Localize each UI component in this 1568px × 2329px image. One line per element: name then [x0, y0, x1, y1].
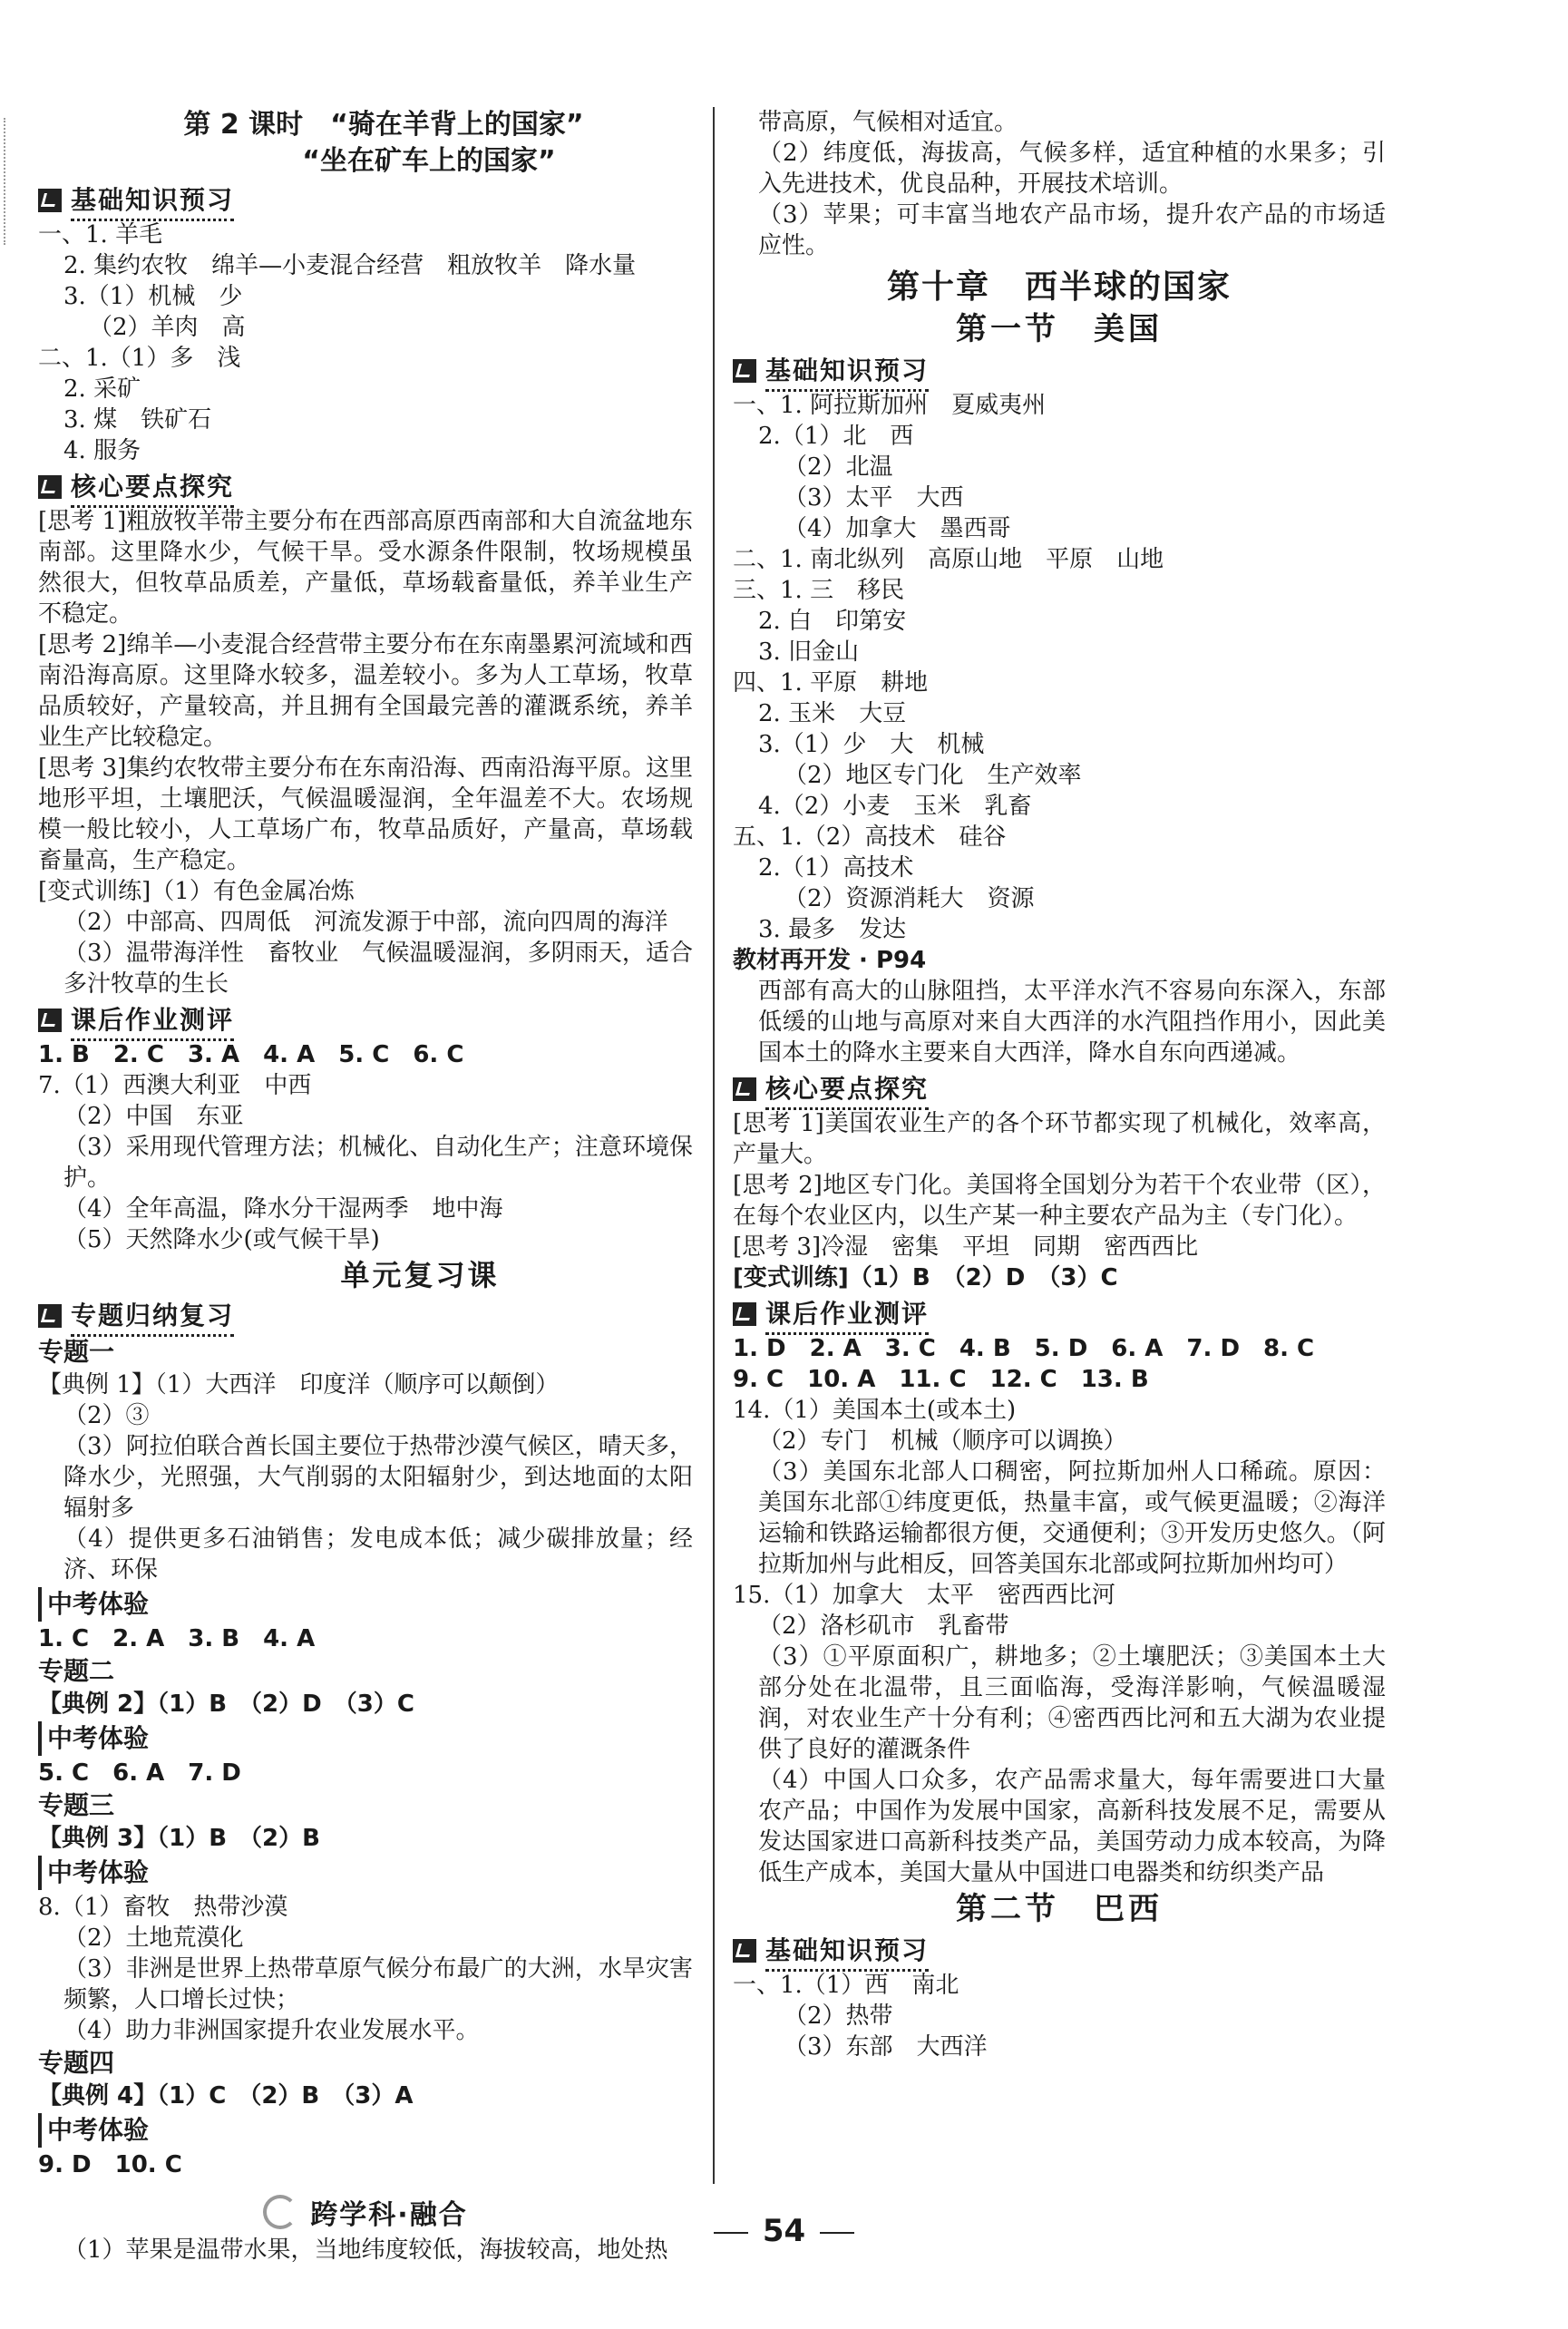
answer-line: 3. 最多 发达 [758, 916, 907, 943]
section-header-basic [733, 1934, 1386, 1968]
answer-line: 2.（1）北 西 [758, 423, 914, 450]
example-line: 【典例 1】（1）大西洋 印度洋（顺序可以颠倒） [38, 1371, 560, 1398]
textbook-label: 教材再开发 · P94 [733, 947, 927, 974]
answer-line: （3）东部 大西洋 [784, 2033, 988, 2061]
topic-heading: 专题二 [38, 1656, 115, 1686]
section-title: 第一节 美国 [956, 311, 1163, 347]
exam-heading: 中考体验 [38, 1587, 693, 1622]
answer-paragraph: （4）中国人口众多，农产品需求量大，每年需要进口大量农产品；中国作为发展中国家，高新科技发展不足，需要从发达国家进口高新科技类产品，美国劳动力成本较高，为降低生产成本，美国大量从中国进口电器类和纺织类产品 [758, 1767, 1386, 1886]
lesson-title-1: 第 2 课时 “骑在羊背上的国家” [183, 109, 584, 141]
left-column [38, 107, 693, 2266]
answer-line: 2.（1）高技术 [758, 854, 914, 882]
answer-paragraph: （3）美国东北部人口稠密，阿拉斯加州人口稀疏。原因：美国东北部①纬度更低，热量丰富，或气候更温暖；②海洋运输和铁路运输都很方便，交通便利；③开发历史悠久。（阿拉斯加州与此相反，回答美国东北部或阿拉斯加州均可） [758, 1458, 1386, 1578]
section-header-homework [38, 1003, 693, 1038]
section-label: 基础知识预习 [765, 351, 929, 392]
answer-paragraph: （3）苹果；可丰富当地农产品市场，提升农产品的市场适应性。 [758, 201, 1386, 259]
answer-line: 15.（1）加拿大 太平 密西西比河 [733, 1582, 1115, 1609]
unit-title: 单元复习课 [340, 1258, 500, 1292]
answer-paragraph: （3）非洲是世界上热带草原气候分布最广的大洲，水旱灾害频繁，人口增长过快； [63, 1955, 693, 2013]
cross-subject-title: 跨学科·融合 [310, 2199, 468, 2231]
section-header-core [38, 470, 693, 504]
section-label: 课后作业测评 [71, 1000, 234, 1041]
answer-line: 一、1. 羊毛 [38, 221, 163, 248]
answer-line: 带高原，气候相对适宜。 [758, 109, 1018, 136]
answer-line: （1）苹果是温带水果，当地纬度较低，海拔较高，地处热 [63, 2236, 668, 2264]
answer-line: 8.（1）畜牧 热带沙漠 [38, 1894, 288, 1921]
answer-paragraph: [思考 3]集约农牧带主要分布在东南沿海、西南沿海平原。这里地形平坦，土壤肥沃，气候温暖湿润，全年温差不大。农场规模一般比较小，人工草场广布，牧草品质好，产量高，草场载畜量高，生产稳定。 [38, 755, 693, 874]
answer-line: （5）天然降水少(或气候干旱) [63, 1226, 380, 1253]
answer-line: （4）助力非洲国家提升农业发展水平。 [63, 2017, 480, 2044]
answer-paragraph: （4）提供更多石油销售；发电成本低；减少碳排放量；经济、环保 [63, 1525, 693, 1584]
answer-line: 7.（1）西澳大利亚 中西 [38, 1072, 312, 1099]
topic-heading: 专题四 [38, 2048, 115, 2078]
exam-heading: 中考体验 [38, 1721, 693, 1756]
answer-line: 1. C 2. A 3. B 4. A [38, 1625, 316, 1652]
answer-paragraph: [思考 2]绵羊—小麦混合经营带主要分布在东南墨累河流域和西南沿海高原。这里降水较多，温差较小。多为人工草场，牧草品质较好，产量较高，并且拥有全国最完善的灌溉系统，养羊业生产比较稳定。 [38, 631, 693, 751]
answer-line: 4. 服务 [63, 437, 141, 464]
lesson-title-2: “坐在矿车上的国家” [302, 145, 556, 177]
section-label: 基础知识预习 [71, 180, 234, 221]
answer-line: （2）中国 东亚 [63, 1103, 244, 1130]
section-header-homework [733, 1297, 1386, 1331]
answer-paragraph: [思考 1]粗放牧羊带主要分布在西部高原西南部和大自流盆地东南部。这里降水少，气候干旱。受水源条件限制，牧场规模虽然很大，但牧草品质差，产量低，草场载畜量低，养羊业生产不稳定。 [38, 508, 693, 628]
footer-dash [714, 2232, 748, 2234]
section-header-core [733, 1072, 1386, 1106]
example-line: 【典例 2】（1）B （2）D （3）C [38, 1691, 414, 1718]
section-label: 课后作业测评 [765, 1294, 929, 1335]
topic-heading: 专题三 [38, 1790, 115, 1820]
answer-line: （2）资源消耗大 资源 [784, 885, 1035, 912]
example-line: 【典例 3】（1）B （2）B [38, 1825, 320, 1852]
page-footer [0, 2213, 1568, 2249]
pencil-check-icon [38, 475, 62, 499]
answer-line: 9. C 10. A 11. C 12. C 13. B [733, 1366, 1149, 1393]
answer-line: 四、1. 平原 耕地 [733, 669, 929, 697]
answer-line: 4.（2）小麦 玉米 乳畜 [758, 793, 1032, 820]
answer-line: （2）地区专门化 生产效率 [784, 762, 1082, 789]
pencil-check-icon [733, 359, 756, 383]
footer-dash [820, 2232, 854, 2234]
section-title: 第二节 巴西 [956, 1891, 1163, 1927]
answer-paragraph: （2）纬度低，海拔高，气候多样，适宜种植的水果多；引入先进技术，优良品种，开展技术培训。 [758, 140, 1386, 198]
answer-line: 5. C 6. A 7. D [38, 1759, 241, 1787]
answer-line: [变式训练]（1）有色金属冶炼 [38, 878, 355, 905]
answer-paragraph: （3）阿拉伯联合酋长国主要位于热带沙漠气候区，晴天多，降水少，光照强，大气削弱的太阳辐射少，到达地面的太阳辐射多 [63, 1433, 693, 1522]
column-divider [713, 107, 715, 2184]
answer-line: 3. 煤 铁矿石 [63, 406, 212, 434]
section-header-review [38, 1299, 693, 1333]
answer-line: 1. B 2. C 3. A 4. A 5. C 6. C [38, 1041, 464, 1068]
answer-line: 五、1.（2）高技术 硅谷 [733, 823, 1007, 851]
answer-line: 3. 旧金山 [758, 638, 860, 666]
answer-line: （4）全年高温，降水分干湿两季 地中海 [63, 1195, 503, 1223]
answer-line: （2）洛杉矶市 乳畜带 [758, 1613, 1009, 1640]
pencil-check-icon [38, 1009, 62, 1032]
answer-line: 2. 玉米 大豆 [758, 700, 907, 727]
section-header-basic [38, 183, 693, 218]
exam-heading: 中考体验 [38, 1856, 693, 1890]
answer-paragraph: [思考 1]美国农业生产的各个环节都实现了机械化，效率高，产量大。 [733, 1110, 1386, 1168]
textbook-paragraph: 西部有高大的山脉阻挡，太平洋水汽不容易向东深入，东部低缓的山地与高原对来自大西洋的水汽阻挡作用小，因此美国本土的降水主要来自大西洋，降水自东向西递减。 [758, 978, 1386, 1067]
answer-line: 二、1.（1）多 浅 [38, 345, 241, 372]
answer-line: [变式训练]（1）B （2）D （3）C [733, 1264, 1118, 1291]
answer-line: （2）土地荒漠化 [63, 1925, 244, 1952]
answer-line: 14.（1）美国本土(或本土) [733, 1397, 1017, 1424]
example-line: 【典例 4】（1）C （2）B （3）A [38, 2082, 414, 2110]
answer-line: （4）加拿大 墨西哥 [784, 515, 1011, 542]
exam-heading: 中考体验 [38, 2113, 693, 2148]
section-label: 基础知识预习 [765, 1931, 929, 1972]
answer-line: 9. D 10. C [38, 2151, 182, 2178]
topic-heading: 专题一 [38, 1337, 115, 1367]
answer-line: 2. 采矿 [63, 375, 141, 403]
answer-line: 二、1. 南北纵列 高原山地 平原 山地 [733, 546, 1164, 573]
answer-line: （2）北温 [784, 453, 893, 481]
answer-paragraph: [思考 2]地区专门化。美国将全国划分为若干个农业带（区），在每个农业区内，以生产某一种主要农产品为主（专门化）。 [733, 1172, 1386, 1230]
margin-mark [4, 118, 15, 245]
pencil-check-icon [733, 1302, 756, 1326]
answer-line: 一、1. 阿拉斯加州 夏威夷州 [733, 392, 1047, 419]
pencil-check-icon [38, 1304, 62, 1328]
answer-line: 一、1.（1）西 南北 [733, 1972, 959, 1999]
answer-line: （2）羊肉 高 [89, 314, 246, 341]
page-number: 54 [762, 2213, 806, 2249]
answer-line: （2）热带 [784, 2003, 893, 2030]
answer-line: 2. 集约农牧 绵羊—小麦混合经营 粗放牧羊 降水量 [63, 252, 637, 279]
pencil-check-icon [733, 1077, 756, 1101]
answer-line: （3）采用现代管理方法；机械化、自动化生产；注意环境保护。 [63, 1134, 693, 1192]
answer-line: （2）中部高、四周低 河流发源于中部，流向四周的海洋 [63, 909, 668, 936]
answer-line: 3.（1）机械 少 [63, 283, 243, 310]
pencil-check-icon [38, 189, 62, 212]
section-label: 核心要点探究 [765, 1069, 929, 1110]
answer-line: [思考 3]冷湿 密集 平坦 同期 密西西比 [733, 1233, 1199, 1261]
answer-line: （2）专门 机械（顺序可以调换） [758, 1428, 1127, 1455]
answer-line: 三、1. 三 移民 [733, 577, 905, 604]
section-header-basic [733, 354, 1386, 388]
section-label: 专题归纳复习 [71, 1296, 234, 1337]
pencil-check-icon [733, 1939, 756, 1963]
answer-line: （3）太平 大西 [784, 484, 964, 512]
answer-line: 2. 白 印第安 [758, 608, 907, 635]
answer-line: 1. D 2. A 3. C 4. B 5. D 6. A 7. D 8. C [733, 1335, 1315, 1362]
answer-line: （3）温带海洋性 畜牧业 气候温暖湿润，多阴雨天，适合多汁牧草的生长 [63, 940, 693, 998]
answer-line: 3.（1）少 大 机械 [758, 731, 985, 758]
answer-paragraph: （3）①平原面积广，耕地多；②土壤肥沃；③美国本土大部分处在北温带，且三面临海，受海洋影响，气候温暖湿润，对农业生产十分有利；④密西西比河和五大湖为农业提供了良好的灌溉条件 [758, 1643, 1386, 1763]
section-label: 核心要点探究 [71, 467, 234, 508]
chapter-title: 第十章 西半球的国家 [886, 268, 1232, 306]
right-column [733, 107, 1386, 2062]
answer-line: （2）③ [63, 1402, 150, 1429]
